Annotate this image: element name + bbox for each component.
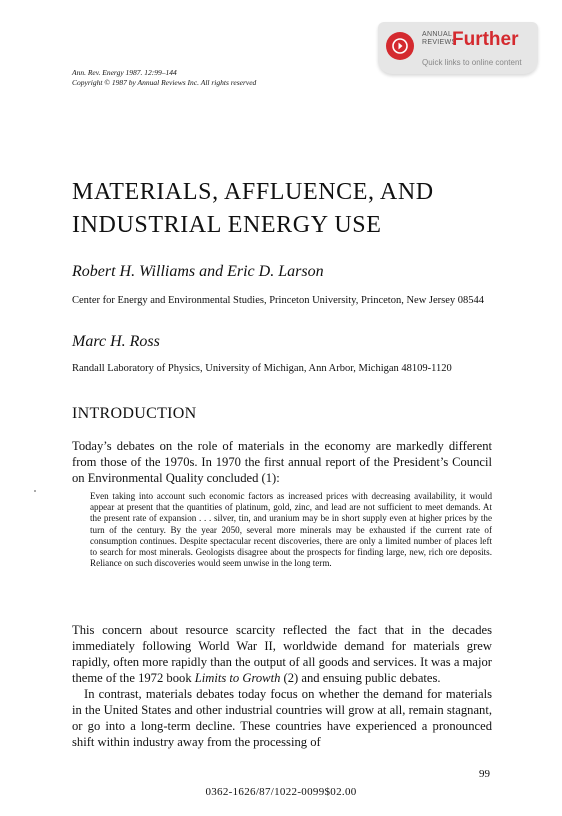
citation-line-2: Copyright © 1987 by Annual Reviews Inc. All rights reserved <box>72 78 257 87</box>
annual-reviews-label: ANNUAL REVIEWS <box>422 31 457 46</box>
page-number: 99 <box>479 768 490 780</box>
intro-paragraph-3: In contrast, materials debates today focus on whether the demand for materials in the United States and other industrial countries will grow at all, remain stagnant, or go into a long-term decline. These countries have experienced a pronounced shift within industry away from the processing of <box>72 687 492 749</box>
title-line-1: MATERIALS, AFFLUENCE, AND <box>72 179 434 205</box>
para2-text-before: This concern about resource scarcity reflected the fact that in the decades immediately following World War II, worldwide demand for materials grew rapidly, often more rapidly than the output of all goods and services. It was a major theme of the 1972 book <box>72 623 492 685</box>
article-code: 0362-1626/87/1022-0099$02.00 <box>205 786 357 798</box>
further-label: Further <box>452 29 519 50</box>
journal-citation <box>72 68 256 88</box>
further-brand <box>422 30 534 56</box>
annual-reviews-further-banner[interactable] <box>378 22 538 74</box>
affiliation-michigan: Randall Laboratory of Physics, University of Michigan, Ann Arbor, Michigan 48109-1120 <box>72 363 452 374</box>
margin-mark <box>34 490 36 492</box>
authors-primary: Robert H. Williams and Eric D. Larson <box>72 263 324 280</box>
affiliation-princeton: Center for Energy and Environmental Studies, Princeton University, Princeton, New Jersey 08544 <box>72 295 485 306</box>
further-subtitle: Quick links to online content <box>422 58 522 67</box>
block-quote: Even taking into account such economic factors as increased prices with decreasing availability, it would appear at present that the quantities of platinum, gold, zinc, and lead are not sufficient to meet demands. At the present rate of expansion . . . silver, tin, and uranium may be in short supply even at higher prices by the turn of the century. By the year 2050, several more minerals may be exhausted if the current rate of consumption continues. Despite spectacular recent discoveries, there are only a limited number of places left to search for most minerals. Geologists disagree about the prospects for finding large, new, rich ore deposits. Reliance on such discoveries would seem unwise in the long term. <box>90 491 492 569</box>
intro-paragraph-2 <box>72 622 492 686</box>
citation-line-1: Ann. Rev. Energy 1987. 12:99–144 <box>72 68 177 77</box>
para2-text-after: (2) and ensuing public debates. <box>280 671 441 685</box>
section-heading-introduction: INTRODUCTION <box>72 405 197 422</box>
book-title-limits-to-growth: Limits to Growth <box>194 671 281 685</box>
article-title <box>72 176 492 242</box>
play-arrow-icon[interactable] <box>386 32 414 60</box>
intro-paragraph-1: Today’s debates on the role of materials in the economy are markedly different from those of the 1970s. In 1970 the first annual report of the President’s Council on Environmental Quality concluded (1): <box>72 439 492 485</box>
title-line-2: INDUSTRIAL ENERGY USE <box>72 212 382 238</box>
author-secondary: Marc H. Ross <box>72 333 160 350</box>
